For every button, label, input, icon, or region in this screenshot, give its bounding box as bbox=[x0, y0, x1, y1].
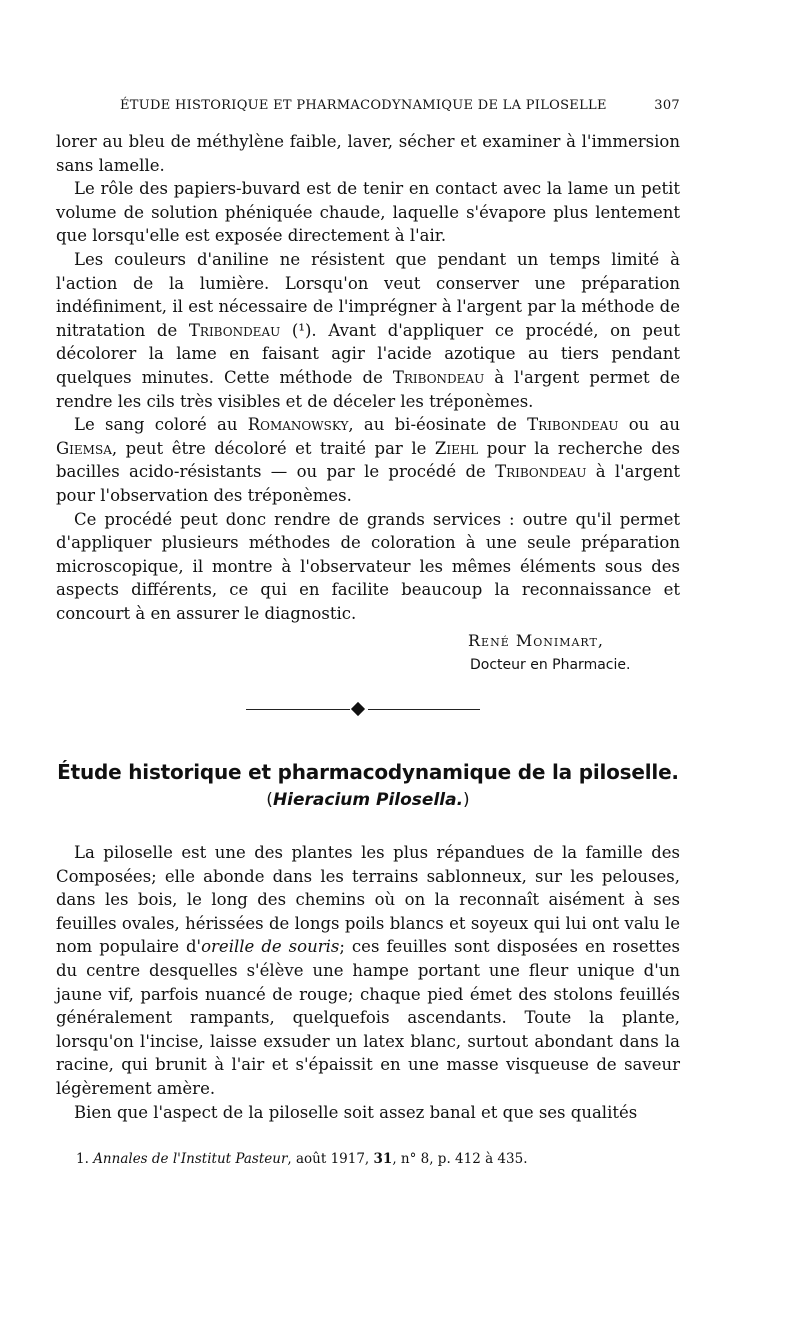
author-name: Ziehl bbox=[434, 438, 479, 458]
running-title: ÉTUDE HISTORIQUE ET PHARMACODYNAMIQUE DE LA PILOSELLE bbox=[120, 98, 607, 113]
signature bbox=[468, 629, 630, 677]
previous-article-text bbox=[56, 130, 680, 625]
paragraph bbox=[56, 248, 680, 413]
paragraph: Le rôle des papiers-buvard est de tenir en contact avec la lame un petit volume de solution phéniquée chaude, laquelle s'évapore plus lentement que lorsqu'elle est exposée directement à l'air. bbox=[56, 179, 680, 246]
paragraph: lorer au bleu de méthylène faible, laver, sécher et examiner à l'immersion sans lamelle. bbox=[56, 132, 680, 175]
text-run: pour la recherche des bacilles acido-résistants — ou par le procédé de bbox=[56, 438, 681, 482]
text-run: , n° 8, p. 412 à 435. bbox=[392, 1151, 528, 1167]
paragraph bbox=[56, 413, 680, 507]
author-name: Tribondeau bbox=[392, 367, 485, 387]
paragraph bbox=[56, 841, 680, 1101]
text-run: La piloselle est une des plantes les plus répandues de la famille des Composées; elle abonde dans les terrains sablonneux, sur les pelouses, dans les bois, le long des chemins où on la reconnaît aisément à ses feuilles ovales, hérissées de longs poils blancs et soyeux qui lui ont valu le nom populaire d' bbox=[56, 843, 680, 957]
text-run: , août 1917, bbox=[287, 1151, 374, 1167]
subtitle-paren: ) bbox=[463, 790, 470, 810]
text-run: ; ces feuilles sont disposées en rosettes du centre desquelles s'élève une hampe portant une fleur unique d'un jaune vif, parfois nuancé de rouge; chaque pied émet des stolons feuillés généralement rampants, quelquefois ascendants. Toute la plante, lorsqu'on l'incise, laisse exsuder un latex blanc, surtout abondant dans la racine, qui brunit à l'air et s'épaissit en une masse visqueuse de saveur légèrement amère. bbox=[56, 937, 680, 1098]
volume-number: 31 bbox=[373, 1151, 393, 1167]
author-name: Tribondeau bbox=[495, 462, 587, 482]
latin-name: Hieracium Pilosella. bbox=[272, 790, 464, 810]
author-name: Tribondeau bbox=[527, 415, 619, 435]
divider-line bbox=[246, 709, 350, 710]
subtitle-paren: ( bbox=[266, 790, 273, 810]
article-body bbox=[56, 841, 680, 1124]
text-run: , au bi-éosinate de bbox=[348, 415, 528, 435]
text-run: , peut être décoloré et traité par le bbox=[111, 438, 435, 458]
text-run: Les couleurs d'aniline ne résistent que pendant un temps limité à l'action de la lumière. Lorsqu'on veut conserver une préparation indéfiniment, il est nécessaire de l'imprégner à l'argent par la méthode de nitratation de bbox=[56, 249, 680, 340]
journal-name: Annales de l'Institut Pasteur bbox=[93, 1151, 288, 1167]
page-number: 307 bbox=[654, 98, 680, 113]
author-name: Giemsa bbox=[56, 438, 112, 458]
text-run: à l'argent permet de rendre les cils très visibles et de déceler les tréponèmes. bbox=[56, 367, 680, 411]
paragraph: Bien que l'aspect de la piloselle soit assez banal et que ses qualités bbox=[74, 1102, 638, 1122]
italic-phrase: oreille de souris bbox=[201, 937, 340, 957]
footnote-number: 1. bbox=[76, 1151, 89, 1167]
divider-line bbox=[368, 709, 480, 710]
paragraph: Ce procédé peut donc rendre de grands services : outre qu'il permet d'appliquer plusieurs méthodes de coloration à une seule préparation microscopique, il montre à l'observateur les mêmes éléments sous des aspects différents, ce qui en facilite beaucoup la reconnaissance et concourt à en assurer le diagnostic. bbox=[56, 509, 680, 623]
section-divider bbox=[246, 702, 480, 718]
text-run: (¹). Avant d'appliquer ce procédé, on peut décolorer la lame en faisant agir l'acide azotique au tiers pendant quelques minutes. Cette méthode de bbox=[56, 320, 680, 387]
article-title: Étude historique et pharmacodynamique de la piloselle. bbox=[57, 760, 679, 784]
text-run: Le sang coloré au bbox=[74, 415, 248, 435]
text-run: à l'argent pour l'observation des tréponèmes. bbox=[56, 462, 680, 505]
signature-name: René Monimart, bbox=[468, 631, 604, 650]
footnote bbox=[76, 1151, 676, 1167]
diamond-ornament-icon bbox=[351, 702, 365, 716]
author-name: Romanowsky bbox=[247, 415, 349, 435]
text-run: ou au bbox=[618, 415, 681, 435]
signature-title: Docteur en Pharmacie. bbox=[470, 657, 631, 673]
article-subtitle bbox=[56, 790, 680, 810]
author-name: Tribondeau bbox=[188, 320, 281, 340]
